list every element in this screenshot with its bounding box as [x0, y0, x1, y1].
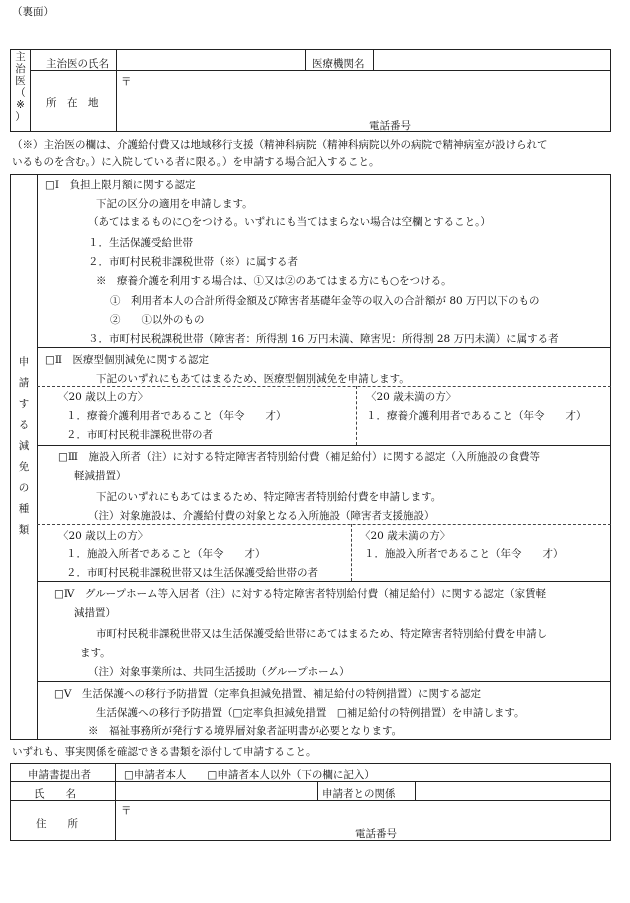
section2-over20-item1: １．療養介護利用者であること（年令 才）	[66, 410, 287, 422]
submitter-phone-label: 電話番号	[355, 828, 397, 840]
section3-under20-item1: １．施設入所者であること（年令 才）	[364, 548, 564, 560]
section2-under20-item1: １．療養介護利用者であること（年令 才）	[366, 410, 587, 422]
page-side-label: （裏面）	[12, 6, 54, 18]
doctor-address-field[interactable]	[120, 74, 608, 128]
section4-line1-cont: ます。	[80, 647, 111, 659]
relation-label: 申請者との関係	[322, 788, 396, 800]
section1-suboption2[interactable]: ② ①以外のもの	[110, 314, 205, 326]
hospital-name-label: 医療機関名	[312, 58, 365, 70]
submitter-name-label: 氏 名	[34, 788, 76, 800]
section3-title-cont: 軽減措置）	[74, 470, 127, 482]
submitter-label: 申請書提出者	[28, 769, 91, 781]
section2-title[interactable]: □Ⅱ 医療型個別減免に関する認定	[45, 354, 210, 366]
section4-title-cont: 減措置）	[74, 607, 116, 619]
submitter-postal-mark: 〒	[121, 805, 132, 817]
doctor-phone-label: 電話番号	[369, 120, 411, 132]
section3-title[interactable]: □Ⅲ 施設入所者（注）に対する特定障害者特別給付費（補足給付）に関する認定（入所施設の食費等	[58, 451, 541, 463]
section1-option3[interactable]: ３．市町村民税課税世帯（障害者：所得割 16 万円未満、障害児：所得割 28 万円未満）に属する者	[88, 333, 559, 345]
section2-under20-head: 〈20 歳未満の方〉	[366, 391, 457, 403]
hospital-name-field[interactable]	[377, 53, 607, 68]
section1-line2: （あてはまるものに○をつける。いずれにも当てはまらない場合は空欄とすること。）	[88, 216, 491, 228]
doctor-postal-mark: 〒	[121, 76, 132, 88]
section3-over20-item2: ２．市町村民税非課税世帯又は生活保護受給世帯の者	[66, 567, 318, 579]
section1-note: ※ 療養介護を利用する場合は、①又は②のあてはまる方にも○をつける。	[96, 275, 452, 287]
submitter-name-field[interactable]	[119, 783, 314, 798]
doctor-note-line2: いるものを含む。）に入院している者に限る。）を申請する場合記入すること。	[12, 156, 380, 168]
section3-under20-head: 〈20 歳未満の方〉	[360, 530, 451, 542]
section2-over20-head: 〈20 歳以上の方〉	[58, 391, 149, 403]
section1-option2[interactable]: ２．市町村民税非課税世帯（※）に属する者	[88, 256, 298, 268]
relation-field[interactable]	[419, 783, 608, 798]
submitter-address-label: 住 所	[36, 818, 78, 830]
attachment-note: いずれも、事実関係を確認できる書類を添付して申請すること。	[12, 746, 317, 758]
section3-line1: 下記のいずれにもあてはまるため、特定障害者特別給付費を申請します。	[96, 491, 442, 503]
section4-note: （注）対象事業所は、共同生活援助（グループホーム）	[88, 666, 350, 678]
doctor-side-label: 主 治 医 （ ※ ）	[15, 51, 26, 123]
doctor-name-field[interactable]	[120, 53, 302, 68]
section1-option1[interactable]: １．生活保護受給世帯	[88, 237, 193, 249]
doctor-address-label: 所 在 地	[46, 97, 99, 109]
section3-over20-item1: １．施設入所者であること（年令 才）	[66, 548, 266, 560]
section5-note: ※ 福祉事務所が発行する境界層対象者証明書が必要となります。	[88, 725, 403, 737]
reduction-side-label: 申 請 す る 減 免 の 種 類	[18, 356, 30, 536]
section4-title[interactable]: □Ⅳ グループホーム等入居者（注）に対する特定障害者特別給付費（補足給付）に関する認定（家賃軽	[54, 588, 547, 600]
section1-line1: 下記の区分の適用を申請します。	[96, 198, 253, 210]
doctor-name-label: 主治医の氏名	[46, 58, 109, 70]
section2-line1: 下記のいずれにもあてはまるため、医療型個別減免を申請します。	[96, 373, 410, 385]
section2-over20-item2: ２．市町村民税非課税世帯の者	[66, 429, 213, 441]
section3-over20-head: 〈20 歳以上の方〉	[58, 530, 149, 542]
section4-line1: 市町村民税非課税世帯又は生活保護受給世帯にあてはまるため、特定障害者特別給付費を申請し	[96, 628, 548, 640]
section3-note: （注）対象施設は、介護給付費の対象となる入所施設（障害者支援施設）	[88, 510, 435, 522]
section1-suboption1[interactable]: ① 利用者本人の合計所得金額及び障害者基礎年金等の収入の合計額が 80 万円以下のもの	[110, 295, 540, 307]
submitter-options[interactable]: □申請者本人 □申請者本人以外（下の欄に記入）	[124, 769, 375, 781]
section5-line1[interactable]: 生活保護への移行予防措置（□定率負担減免措置 □補足給付の特例措置）を申請します。	[96, 707, 525, 719]
section1-title[interactable]: □Ⅰ 負担上限月額に関する認定	[45, 179, 196, 191]
section5-title[interactable]: □Ⅴ 生活保護への移行予防措置（定率負担減免措置、補足給付の特例措置）に関する認定	[54, 688, 482, 700]
doctor-note-line1: （※）主治医の欄は、介護給付費又は地域移行支援（精神科病院（精神科病院以外の病院で精神病室が設けられて	[12, 139, 548, 151]
